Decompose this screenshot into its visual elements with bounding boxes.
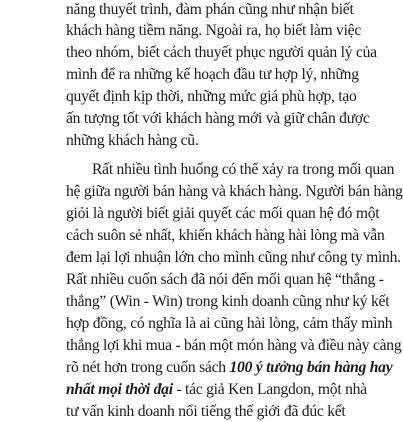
text-line: giỏi là người biết giải quyết các mối quan hệ đó một [66, 205, 380, 222]
book-title: nhất mọi thời đại [66, 381, 173, 398]
text-line: khách hàng tiềm năng. Ngoài ra, họ biết làm việc [66, 22, 362, 39]
text-line: theo nhóm, biết cách thuyết phục người quản lý của [66, 44, 377, 61]
text-run: rõ nét hơn trong cuốn sách [66, 359, 230, 376]
text-line: cách suôn sẻ nhất, khiến khách hàng hài lòng mà vẫn [66, 227, 385, 244]
book-title: 100 ý tưởng bán hàng hay [229, 359, 393, 376]
text-line: đem lại lợi nhuận lớn cho mình cũng như công ty mình. [66, 249, 401, 266]
text-line: quyết định kịp thời, những mức giá phù hợp, tạo [66, 88, 357, 105]
text-line: mình để ra những kế hoạch đầu tư hợp lý, những [66, 66, 359, 83]
text-line [66, 358, 392, 378]
text-line: Rất nhiều tình huống có thể xảy ra trong mối quan [92, 161, 395, 178]
text-line-partial: tư vấn kinh doanh nổi tiếng thế giới đã đúc kết [66, 403, 346, 420]
text-line: hệ giữa người bán hàng và khách hàng. Người bán hàng [66, 183, 403, 200]
text-run: - tác giả Ken Langdon, một nhà [172, 381, 367, 398]
text-line: Rất nhiều cuốn sách đã nói đến mối quan hệ “thắng - [66, 271, 384, 288]
text-line: ấn tượng tốt với khách hàng mới và giữ chân được [66, 110, 370, 127]
text-line: thắng” (Win - Win) trong kinh doanh cũng như ký kết [66, 293, 390, 310]
text-line: thắng lợi khi mua - bán một món hàng và điều này càng [66, 337, 402, 354]
text-line: những khách hàng cũ. [66, 132, 199, 149]
text-line [66, 380, 367, 400]
text-line: năng thuyết trình, đàm phán cũng như nhận biết [66, 1, 354, 18]
text-line: hợp đồng, có nghĩa là ai cũng hài lòng, cảm thấy mình [66, 315, 393, 332]
